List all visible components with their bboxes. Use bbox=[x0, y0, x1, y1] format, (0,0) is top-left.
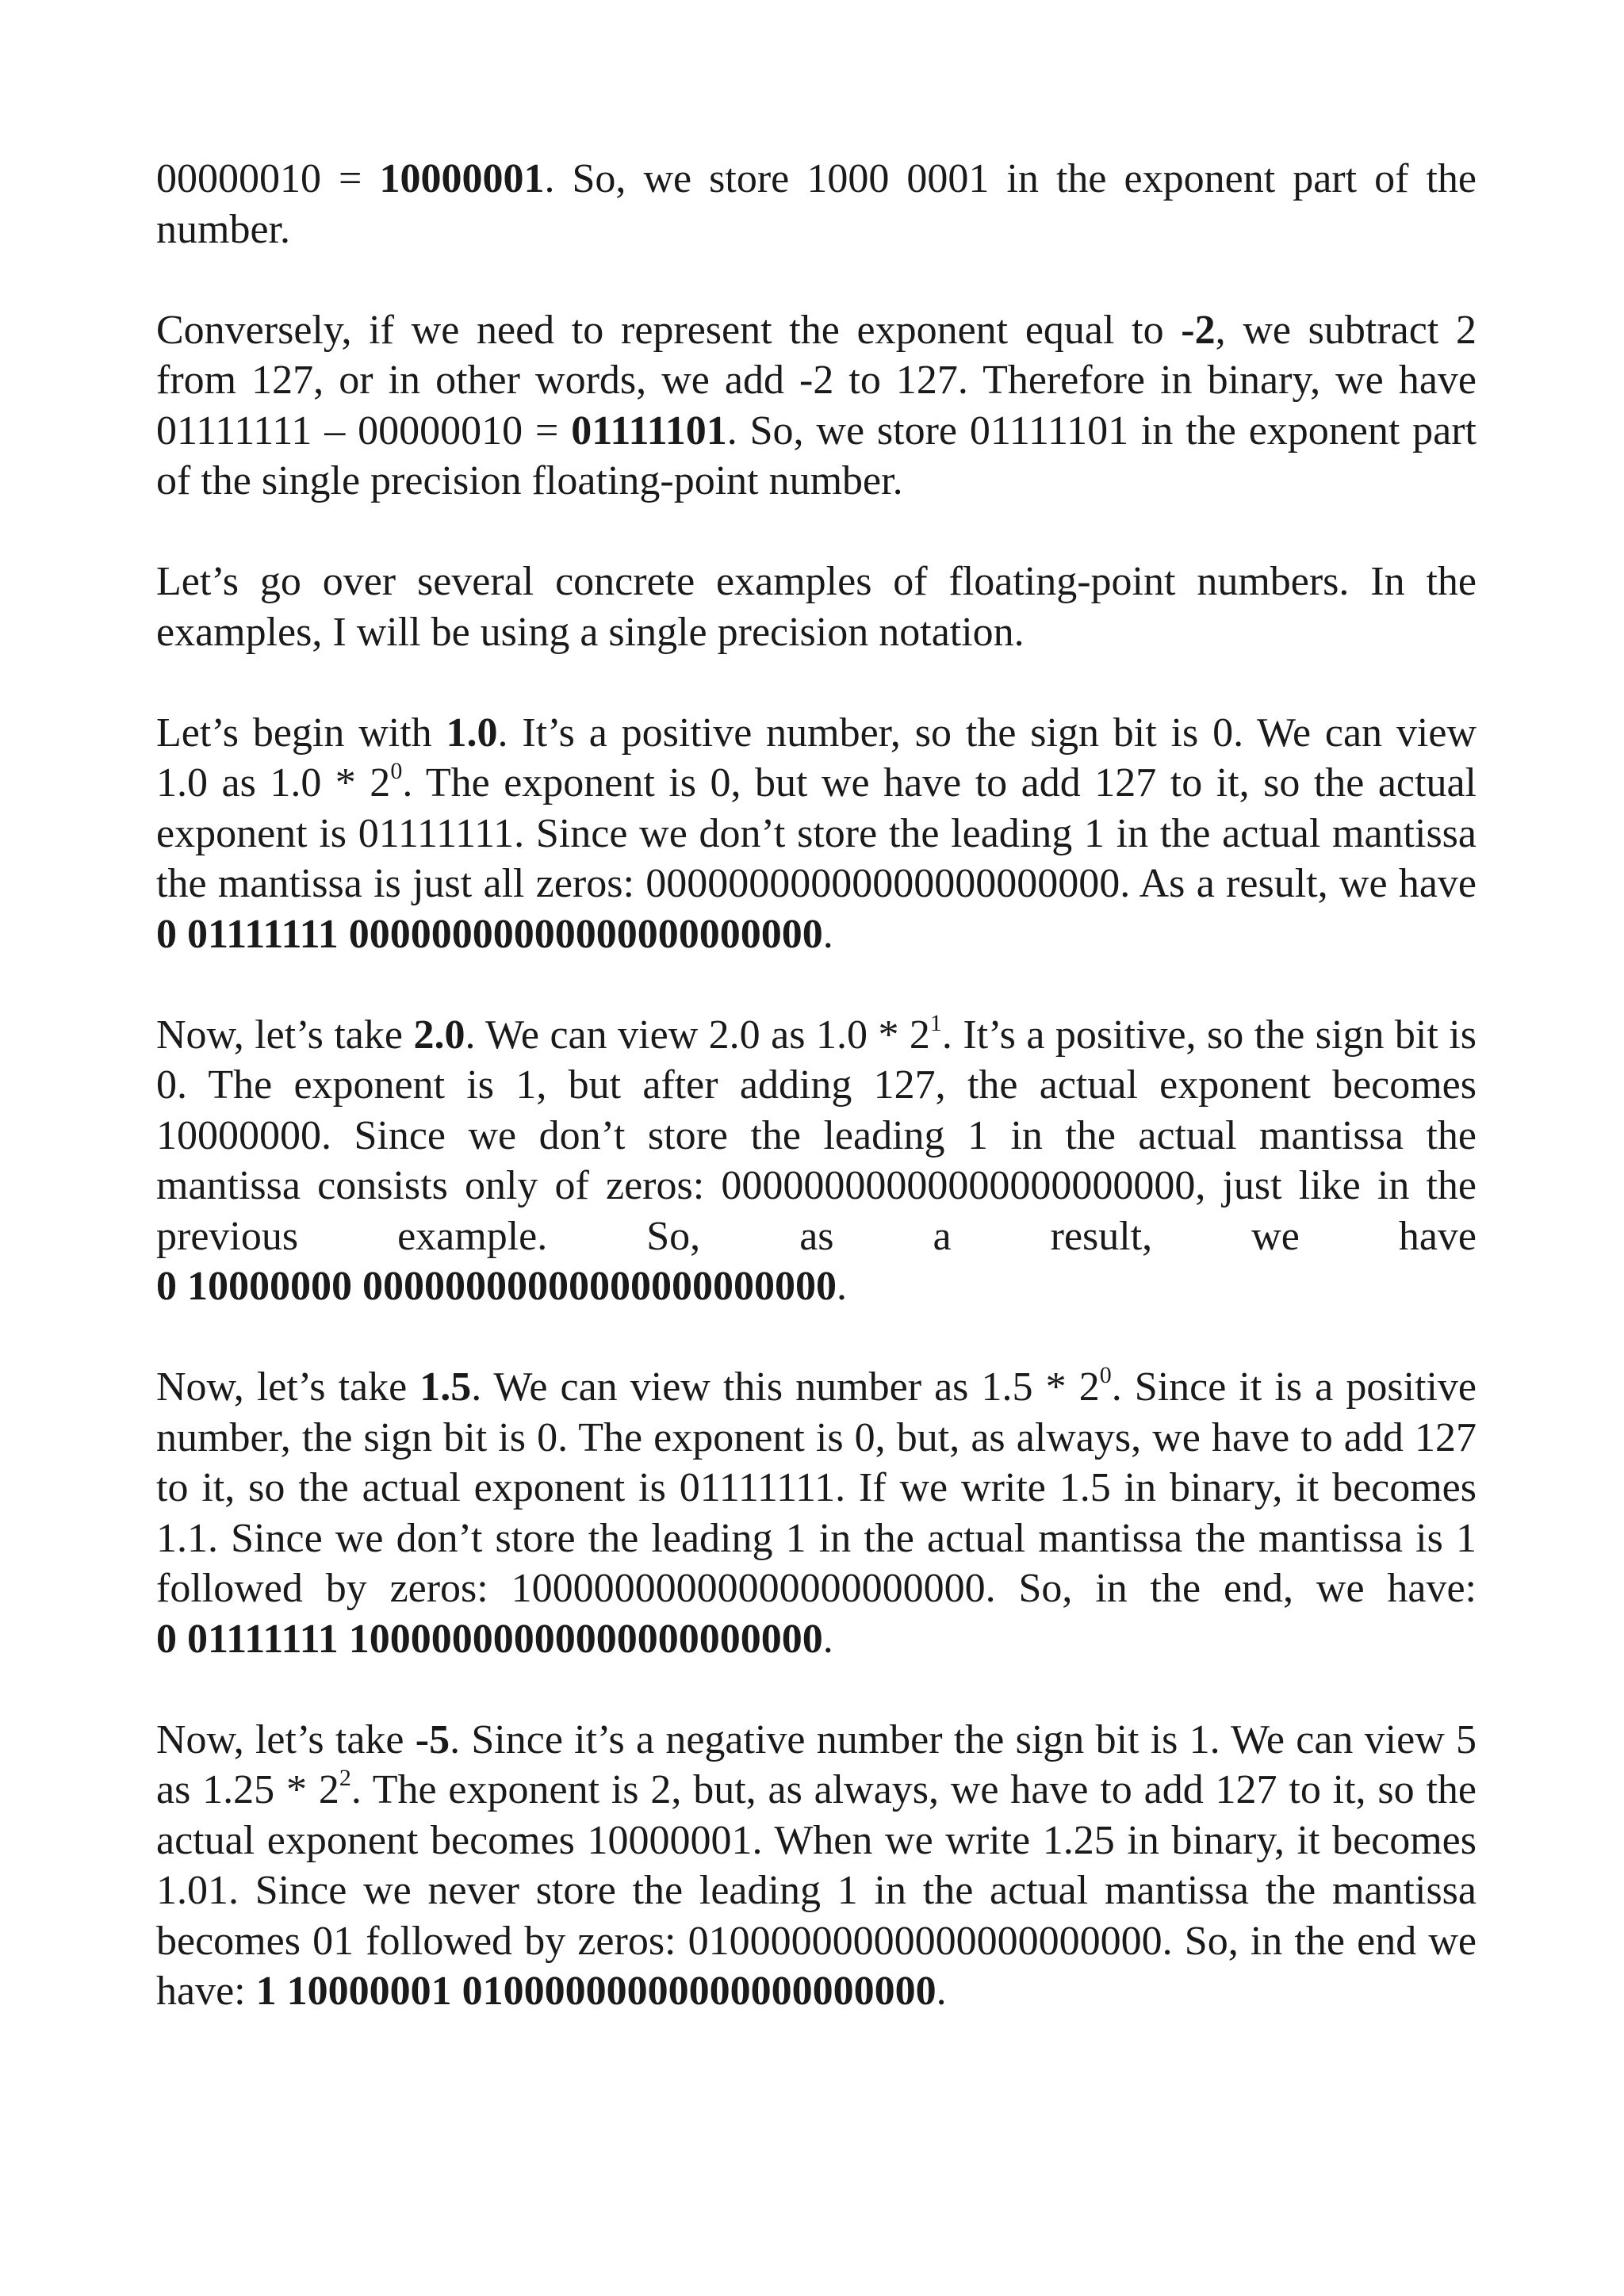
superscript: 0 bbox=[1099, 1362, 1112, 1388]
text-segment: Let’s begin with bbox=[156, 710, 446, 756]
bold-value: -2 bbox=[1181, 307, 1216, 353]
text-segment: Let’s go over several concrete examples of floating-point numbers. In the examples, I will be using a single precision notation. bbox=[156, 559, 1477, 655]
bold-value: 1 10000001 01000000000000000000000 bbox=[255, 1969, 936, 2014]
paragraph-example-2-0 bbox=[156, 1010, 1477, 1312]
paragraph-example-1-5 bbox=[156, 1362, 1477, 1664]
text-segment: . Since it is a positive number, the sign bit is 0. The exponent is 0, but, as always, we have to add 127 to it, so the actual exponent is 01111111. If we write 1.5 in binary, it becomes 1.1. Since we don’t store the leading 1 in the actual mantissa the mantissa is 1 followed by zeros: 10000000000000000000000. So, in the end, we have: bbox=[156, 1364, 1477, 1611]
text-segment: 00000010 = bbox=[156, 156, 380, 201]
text-segment: . We can view 2.0 as 1.0 * 2 bbox=[465, 1012, 930, 1058]
bold-value: 1.5 bbox=[419, 1364, 472, 1410]
text-segment: Now, let’s take bbox=[156, 1012, 414, 1058]
text-segment: . bbox=[822, 911, 833, 957]
bold-value: 10000001 bbox=[379, 156, 545, 201]
paragraph-examples-intro bbox=[156, 557, 1477, 657]
text-segment: Now, let’s take bbox=[156, 1364, 420, 1410]
paragraph-exponent-negative bbox=[156, 305, 1477, 507]
text-segment: . The exponent is 0, but we have to add 127 to it, so the actual exponent is 01111111. Since we don’t store the leading 1 in the actual mantissa the mantissa is just all zeros: 00000000000000000000000. As a result, we have bbox=[156, 760, 1477, 906]
bold-value: 01111101 bbox=[571, 408, 727, 453]
text-segment: Conversely, if we need to represent the exponent equal to bbox=[156, 307, 1182, 353]
text-segment: . It’s a positive, so the sign bit is 0. The exponent is 1, but after adding 127, the actual exponent becomes 10000000. Since we don’t store the leading 1 in the actual mantissa the mantissa consists only of zeros: 00000000000000000000000, just like in the previous example. So, as a result, we have bbox=[156, 1012, 1477, 1259]
text-segment: . Since it’s a negative number the sign bit is 1. We can view 5 as 1.25 * 2 bbox=[156, 1716, 1477, 1812]
document-page bbox=[156, 154, 1477, 2017]
bold-value: 0 01111111 10000000000000000000000 bbox=[156, 1616, 823, 1662]
text-segment: . So, we store 01111101 in the exponent part of the single precision floating-point number. bbox=[156, 408, 1477, 503]
superscript: 2 bbox=[339, 1765, 351, 1791]
bold-value: -5 bbox=[415, 1716, 450, 1762]
bold-value: 0 10000000 00000000000000000000000 bbox=[156, 1264, 837, 1309]
paragraph-example-1-0 bbox=[156, 708, 1477, 960]
text-segment: . bbox=[936, 1969, 947, 2014]
text-segment: . It’s a positive number, so the sign bit is 0. We can view 1.0 as 1.0 * 2 bbox=[156, 710, 1477, 806]
paragraph-exponent-positive bbox=[156, 154, 1477, 254]
text-segment: . bbox=[822, 1616, 833, 1662]
text-segment: . bbox=[837, 1264, 847, 1309]
superscript: 0 bbox=[390, 758, 403, 784]
text-segment: . The exponent is 2, but, as always, we have to add 127 to it, so the actual exponent becomes 10000001. When we write 1.25 in binary, it becomes 1.01. Since we never store the leading 1 in the actual mantissa the mantissa becomes 01 followed by zeros: 01000000000000000000000. So, in the end we have: bbox=[156, 1767, 1477, 2014]
text-segment: . So, we store 1000 0001 in the exponent part of the number. bbox=[156, 156, 1477, 252]
bold-value: 1.0 bbox=[446, 710, 498, 756]
text-segment: , we subtract 2 from 127, or in other words, we add -2 to 127. Therefore in binary, we have 01111111 – 00000010 = bbox=[156, 307, 1477, 453]
bold-value: 2.0 bbox=[413, 1012, 465, 1058]
superscript: 1 bbox=[929, 1009, 942, 1036]
text-segment: . We can view this number as 1.5 * 2 bbox=[471, 1364, 1100, 1410]
text-segment: Now, let’s take bbox=[156, 1716, 416, 1762]
bold-value: 0 01111111 00000000000000000000000 bbox=[156, 911, 823, 957]
paragraph-example-minus-5 bbox=[156, 1715, 1477, 2017]
